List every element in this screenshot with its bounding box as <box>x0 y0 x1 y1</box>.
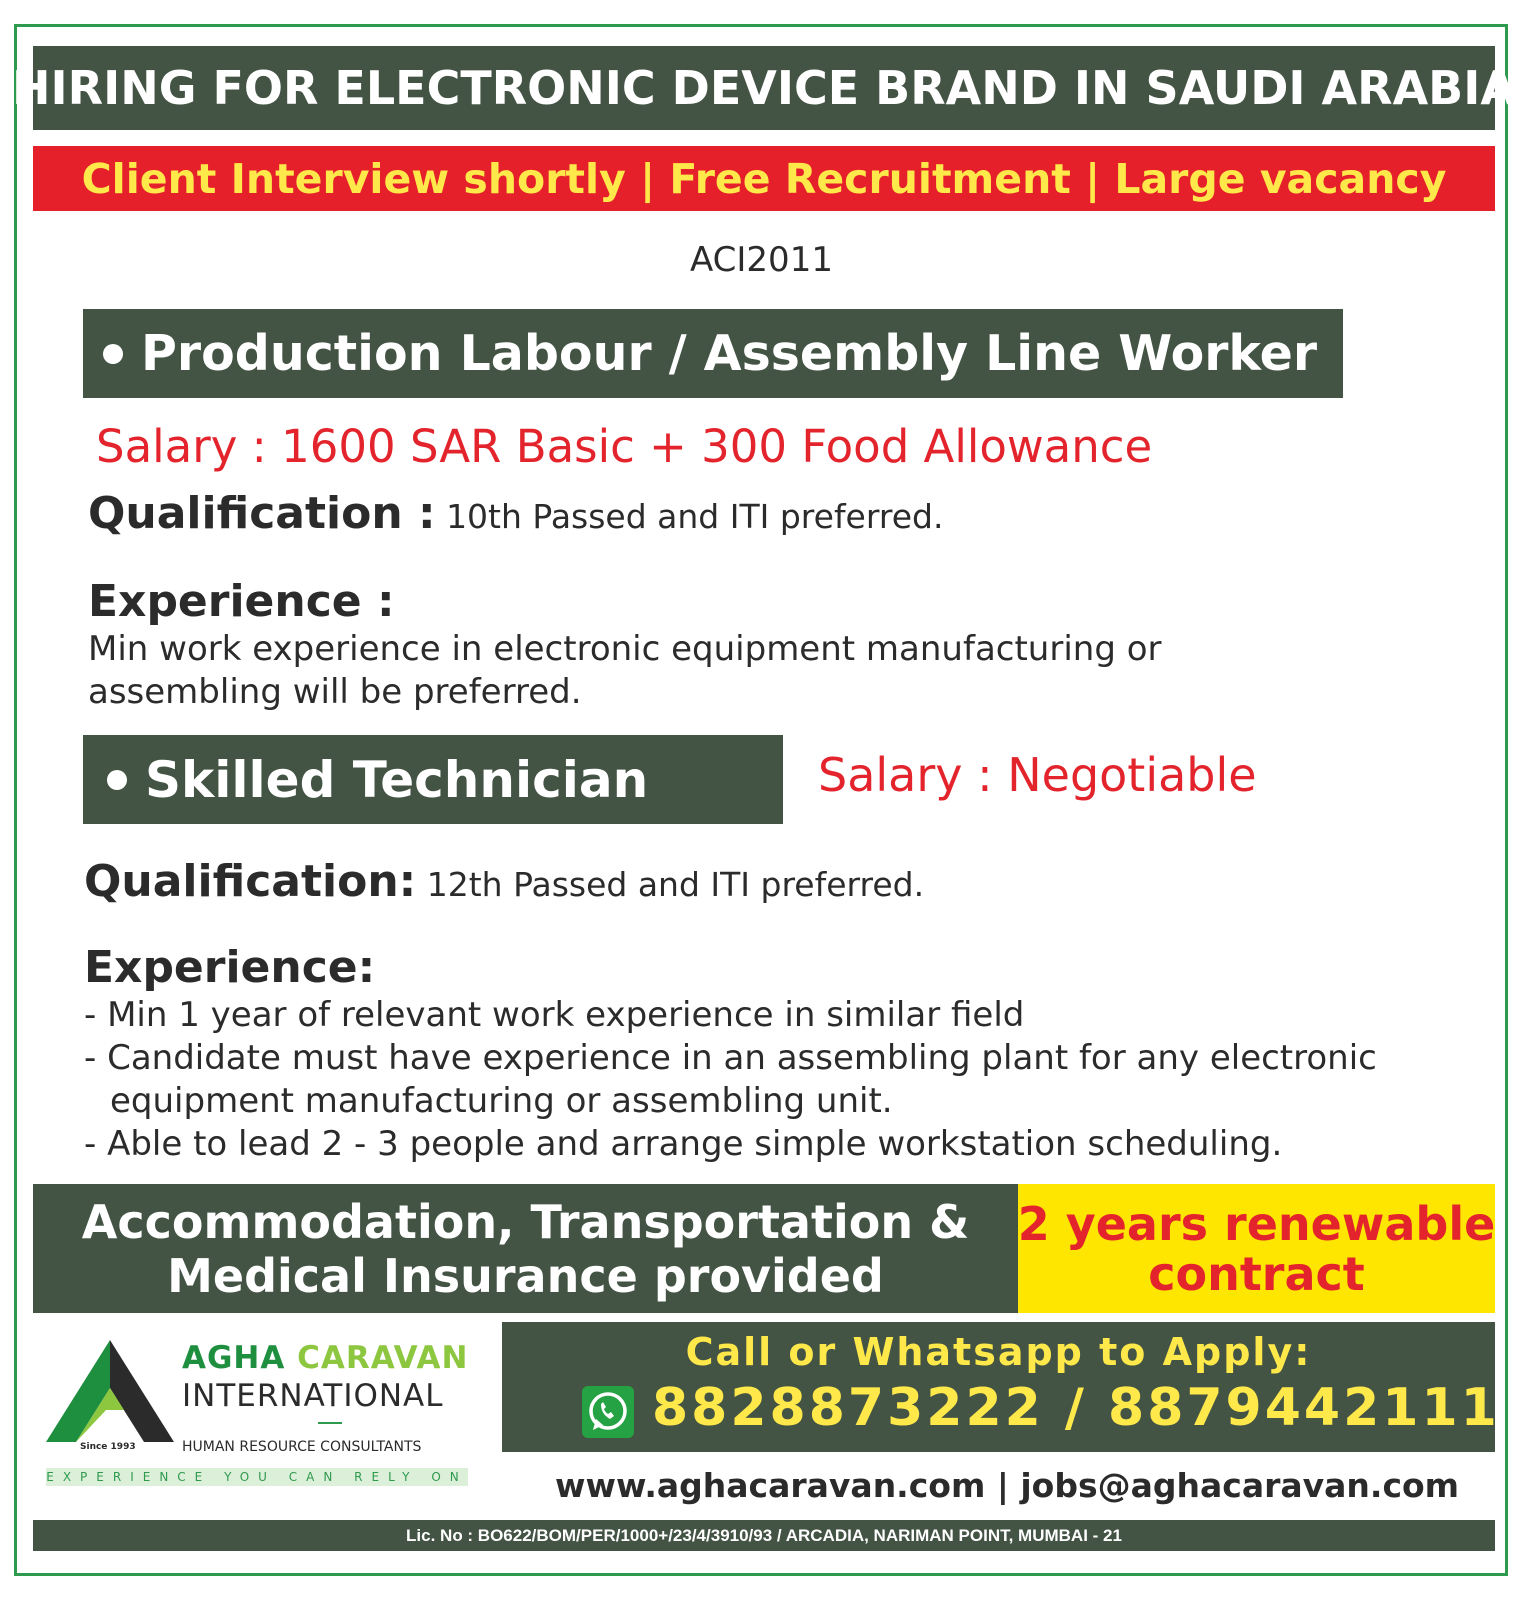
phone-numbers[interactable]: 8828873222 / 8879442111 <box>652 1378 1500 1438</box>
job-title-text: Production Labour / Assembly Line Worker <box>141 325 1318 382</box>
qualification-value: 10th Passed and ITI preferred. <box>446 497 944 536</box>
triangle-logo-icon <box>46 1338 174 1444</box>
experience-line: equipment manufacturing or assembling unit. <box>110 1081 893 1121</box>
divider <box>318 1422 342 1424</box>
company-subtitle: HUMAN RESOURCE CONSULTANTS <box>182 1439 422 1455</box>
highlights-banner: Client Interview shortly | Free Recruitment | Large vacancy <box>33 146 1495 211</box>
job1-experience-text <box>88 628 1162 714</box>
company-logo <box>46 1338 471 1488</box>
benefits-line: Medical Insurance provided <box>167 1248 884 1303</box>
experience-line: Min work experience in electronic equipment manufacturing or <box>88 629 1162 669</box>
company-name <box>182 1340 469 1376</box>
company-name-word2: CARAVAN <box>297 1340 469 1376</box>
experience-line: assembling will be preferred. <box>88 672 582 712</box>
job1-qualification <box>88 488 943 539</box>
job-title-skilled-technician <box>83 735 783 824</box>
experience-line: - Candidate must have experience in an assembling plant for any electronic <box>84 1038 1377 1078</box>
website-email[interactable]: www.aghacaravan.com | jobs@aghacaravan.com <box>555 1466 1460 1505</box>
company-name-word1: AGHA <box>182 1340 286 1376</box>
qualification-label: Qualification: <box>84 856 417 907</box>
job1-experience-heading: Experience : <box>88 576 395 627</box>
job-title-text: Skilled Technician <box>145 750 649 809</box>
benefits-line: Accommodation, Transportation & <box>81 1194 970 1249</box>
company-name-line2: INTERNATIONAL <box>182 1378 444 1414</box>
bullet-icon <box>103 344 123 364</box>
apply-box <box>502 1322 1500 1452</box>
benefits-banner <box>33 1184 1018 1313</box>
contract-banner <box>1018 1184 1495 1313</box>
job2-salary: Salary : Negotiable <box>818 748 1257 802</box>
whatsapp-icon <box>582 1386 634 1438</box>
page-title: HIRING FOR ELECTRONIC DEVICE BRAND IN SAUDI ARABIA <box>33 46 1495 130</box>
company-tagline: EXPERIENCE YOU CAN RELY ON <box>46 1470 468 1484</box>
experience-line: - Able to lead 2 - 3 people and arrange simple workstation scheduling. <box>84 1124 1283 1164</box>
license-footer: Lic. No : BO622/BOM/PER/1000+/23/4/3910/93 / ARCADIA, NARIMAN POINT, MUMBAI - 21 <box>33 1520 1495 1551</box>
job2-experience-list <box>84 994 1377 1166</box>
bullet-icon <box>107 770 127 790</box>
contract-line: 2 years renewable <box>1017 1196 1496 1251</box>
experience-line: - Min 1 year of relevant work experience in similar field <box>84 995 1025 1035</box>
reference-code: ACI2011 <box>690 240 833 280</box>
job1-salary: Salary : 1600 SAR Basic + 300 Food Allowance <box>96 420 1153 473</box>
apply-title: Call or Whatsapp to Apply: <box>685 1330 1312 1374</box>
job-title-production-labour <box>83 309 1343 398</box>
qualification-label: Qualification : <box>88 488 436 539</box>
contract-line: contract <box>1148 1246 1365 1301</box>
job2-experience-heading: Experience: <box>84 942 376 993</box>
job2-qualification <box>84 856 924 907</box>
since-label: Since 1993 <box>80 1442 136 1452</box>
qualification-value: 12th Passed and ITI preferred. <box>426 865 925 904</box>
